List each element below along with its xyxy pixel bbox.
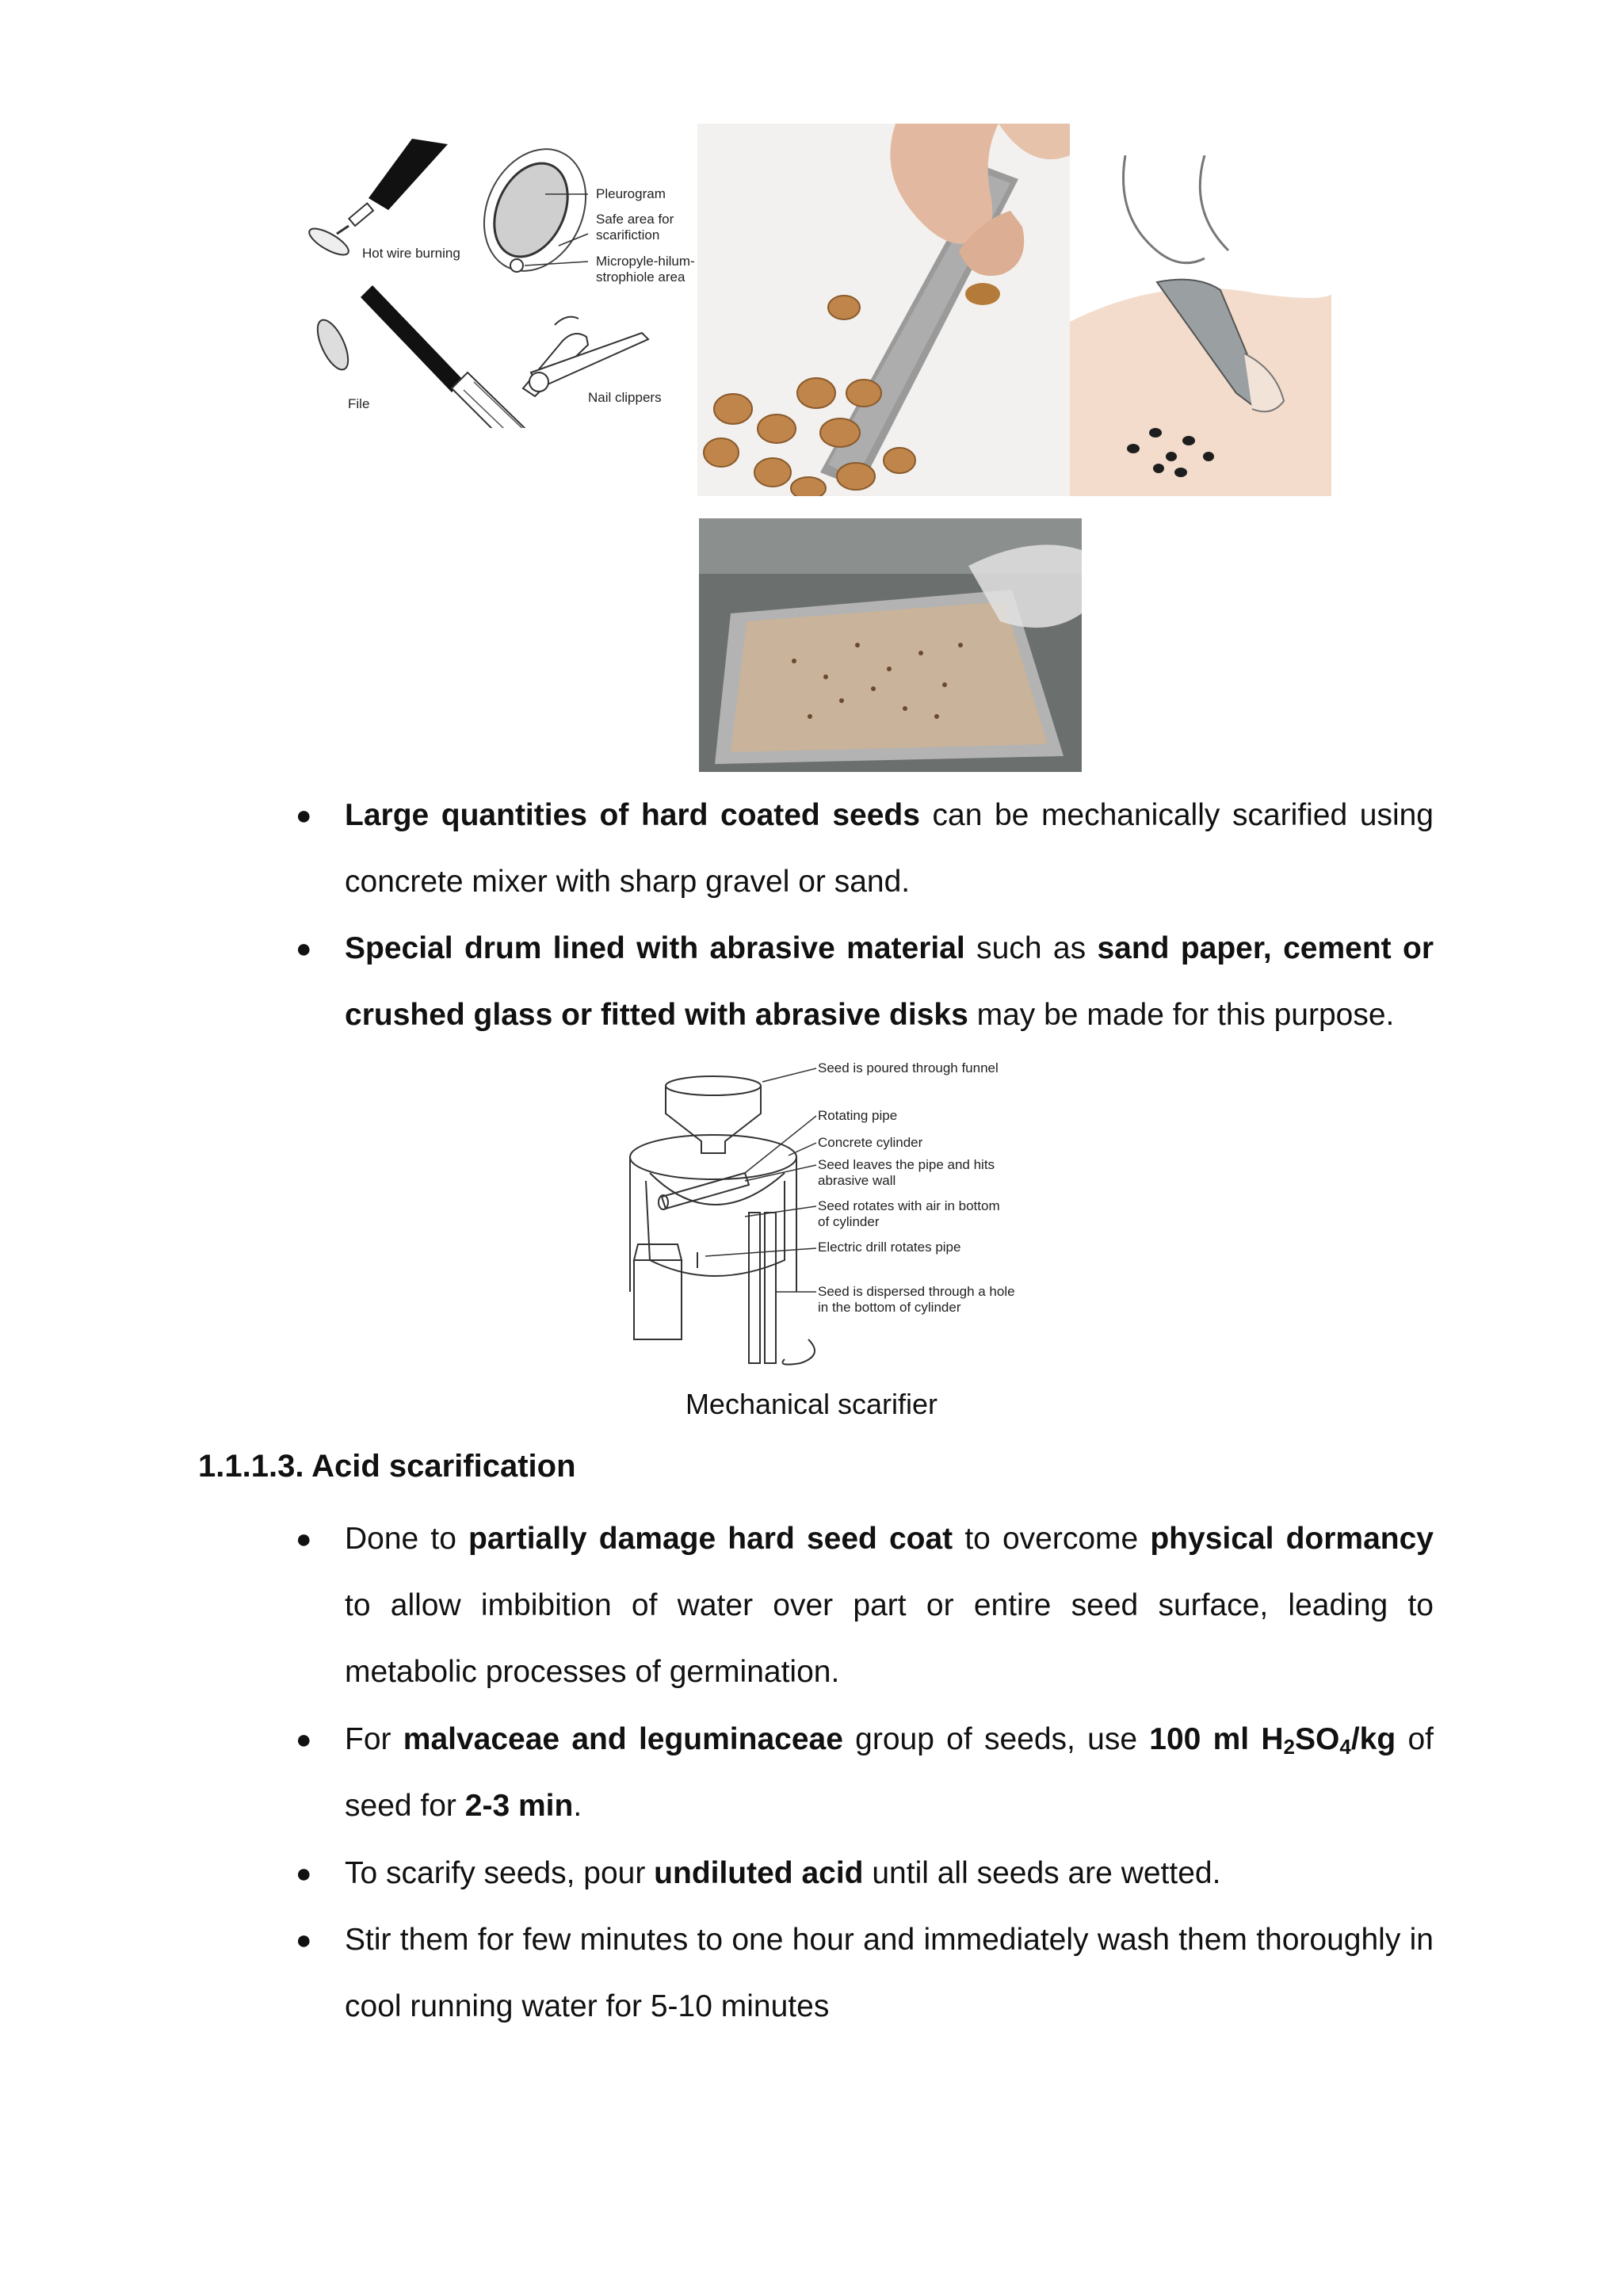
list-item: [296, 1706, 1434, 1839]
text: of seed for: [345, 1722, 1434, 1823]
subscript: 2: [1283, 1735, 1296, 1759]
subscript: 4: [1339, 1735, 1351, 1759]
text: can be mechanically scarified using concrete mixer with sharp gravel or sand.: [345, 798, 1434, 899]
mechanical-scarifier-figure: [618, 1054, 1030, 1371]
text: group of seeds, use: [842, 1722, 1150, 1756]
bold-text: Special drum lined with abrasive material: [345, 931, 965, 965]
figure-caption: Mechanical scarifier: [685, 1388, 938, 1420]
list-item: [296, 1506, 1434, 1706]
bullet-icon: ●: [296, 1859, 312, 1889]
section-heading: 1.1.1.3. Acid scarification: [198, 1449, 576, 1484]
text: until all seeds are wetted.: [863, 1856, 1221, 1890]
list-item: [296, 915, 1434, 1049]
list-item: [296, 1840, 1434, 1907]
bold-text: Large quantities of hard coated seeds: [345, 798, 920, 832]
label-pleurogram: Pleurogram: [596, 186, 666, 201]
sand-tray-image: [699, 518, 1082, 772]
label-file: File: [348, 396, 370, 411]
photo-sand-tray: [699, 518, 1082, 772]
hot-wire-tool: [306, 139, 448, 260]
label-abrasive-wall: Seed leaves the pipe and hits abrasive wall: [818, 1157, 995, 1188]
formula-part: /kg: [1350, 1722, 1396, 1756]
knife-sketch-image: [1070, 155, 1331, 496]
scarification-tools-figure: [293, 135, 693, 428]
bullet-icon: ●: [296, 1524, 312, 1554]
bold-text: malvaceae and leguminaceae: [403, 1722, 843, 1756]
formula-part: SO: [1295, 1722, 1340, 1756]
label-safe-area: Safe area for scarifiction: [596, 212, 674, 243]
bullet-icon: ●: [296, 1925, 312, 1955]
label-concrete-cylinder: Concrete cylinder: [818, 1135, 923, 1150]
label-nail-clippers: Nail clippers: [588, 390, 662, 405]
text: to allow imbibition of water over part or entire seed surface, leading to metabolic processes of germination.: [345, 1588, 1434, 1689]
photo-seeds-file: [697, 124, 1070, 496]
label-electric-drill: Electric drill rotates pipe: [818, 1240, 961, 1255]
text: such as: [964, 931, 1098, 965]
nail-clippers: [523, 317, 648, 396]
bold-text: partially damage hard seed coat: [468, 1522, 953, 1556]
label-micropyle: Micropyle-hilum-strophiole area: [596, 254, 695, 285]
label-seed-dispersed: Seed is dispersed through a hole in the bottom of cylinder: [818, 1284, 1015, 1315]
formula-part: 100 ml H: [1149, 1722, 1284, 1756]
label-seed-rotates: Seed rotates with air in bottom of cylinder: [818, 1198, 1000, 1229]
bold-text: undiluted acid: [654, 1856, 864, 1890]
text: For: [345, 1722, 403, 1756]
bullet-icon: ●: [296, 934, 312, 964]
label-rotating-pipe: Rotating pipe: [818, 1108, 898, 1123]
text: To scarify seeds, pour: [345, 1856, 655, 1890]
text: Done to: [345, 1522, 469, 1556]
bullet-icon: ●: [296, 800, 312, 831]
bold-text: physical dormancy: [1150, 1522, 1434, 1556]
list-item: [296, 782, 1434, 915]
list-item: [296, 1907, 1434, 2040]
text: to overcome: [953, 1522, 1151, 1556]
text: Stir them for few minutes to one hour and immediately wash them thoroughly in cool running water for 5-10 minutes: [345, 1923, 1434, 2023]
seeds-file-image: [697, 124, 1070, 496]
bold-text: 2-3 min: [464, 1789, 574, 1823]
bold-text: sand paper, cement or crushed glass or fitted with abrasive disks: [345, 931, 1434, 1032]
text: may be made for this purpose.: [968, 998, 1395, 1032]
photo-knife-sketch: [1070, 155, 1331, 496]
seed-diagram: [465, 135, 605, 288]
bullet-icon: ●: [296, 1725, 312, 1755]
label-funnel: Seed is poured through funnel: [818, 1060, 999, 1075]
bold-formula: [1149, 1722, 1396, 1759]
text: .: [573, 1789, 582, 1823]
label-hot-wire: Hot wire burning: [362, 246, 460, 261]
